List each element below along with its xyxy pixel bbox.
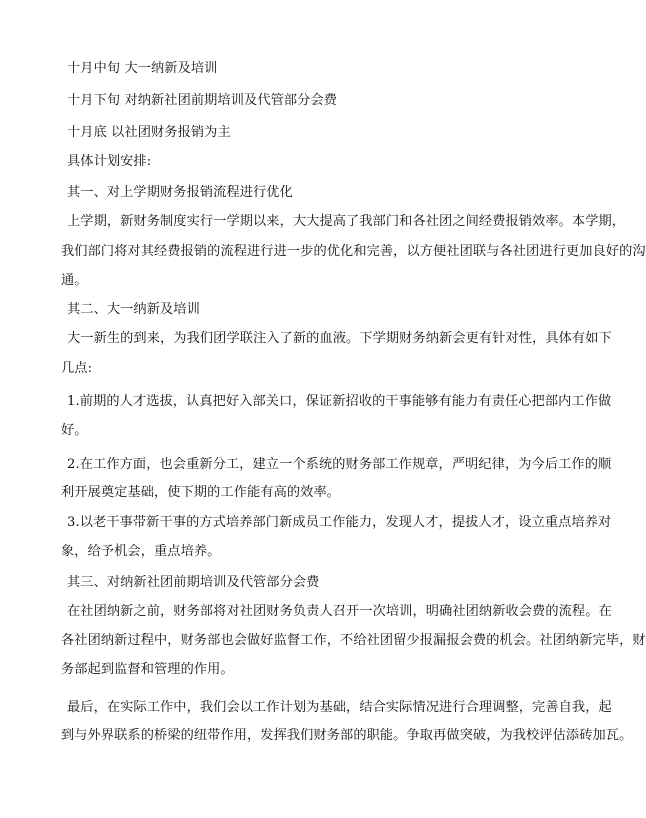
section-1-text-line: 上学期，新财务制度实行一学期以来，大大提高了我部门和各社团之间经费报销效率。本学期， xyxy=(67,214,626,229)
plan-heading: 具体计划安排: xyxy=(67,154,152,169)
section-1-text-line: 我们部门将对其经费报销的流程进行进一步的优化和完善，以方便社团联与各社团进行更加良好的沟 xyxy=(61,244,646,259)
schedule-line-late-october: 十月下旬 对纳新社团前期培训及代管部分会费 xyxy=(67,93,338,108)
section-3-text-line: 在社团纳新之前，财务部将对社团财务负责人召开一次培训，明确社团纳新收会费的流程。在 xyxy=(67,604,612,619)
section-1-heading: 其一、对上学期财务报销流程进行优化 xyxy=(67,185,293,200)
list-item-2-line: 利开展奠定基础，使下期的工作能有高的效率。 xyxy=(61,485,341,500)
section-2-text-line: 大一新生的到来，为我们团学联注入了新的血液。下学期财务纳新会更有针对性，具体有如下 xyxy=(67,331,612,346)
list-item-2-line: 2.在工作方面，也会重新分工，建立一个系统的财务部工作规章，严明纪律，为今后工作的顺 xyxy=(67,457,612,472)
section-1-text-line: 通。 xyxy=(61,273,88,288)
list-item-3-line: 3.以老干事带新干事的方式培养部门新成员工作能力，发现人才，提拔人才，设立重点培养对 xyxy=(67,515,612,530)
closing-text-line: 到与外界联系的桥梁的纽带作用，发挥我们财务部的职能。争取再做突破，为我校评估添砖加瓦。 xyxy=(61,728,633,743)
schedule-line-end-october: 十月底 以社团财务报销为主 xyxy=(67,125,231,140)
list-item-1-line: 好。 xyxy=(61,423,88,438)
section-2-text-line: 几点: xyxy=(61,361,93,376)
schedule-line-mid-october: 十月中旬 大一纳新及培训 xyxy=(67,61,218,76)
section-3-text-line: 务部起到监督和管理的作用。 xyxy=(61,662,234,677)
section-2-heading: 其二、大一纳新及培训 xyxy=(67,302,200,317)
list-item-3-line: 象，给予机会，重点培养。 xyxy=(61,544,221,559)
section-3-heading: 其三、对纳新社团前期培训及代管部分会费 xyxy=(67,575,320,590)
closing-text-line: 最后，在实际工作中，我们会以工作计划为基础，结合实际情况进行合理调整，完善自我，起 xyxy=(67,700,612,715)
list-item-1-line: 1.前期的人才选拔，认真把好入部关口，保证新招收的干事能够有能力有责任心把部内工作做 xyxy=(67,394,612,409)
section-3-text-line: 各社团纳新过程中，财务部也会做好监督工作，不给社团留少报漏报会费的机会。社团纳新完毕，财 xyxy=(61,633,646,648)
